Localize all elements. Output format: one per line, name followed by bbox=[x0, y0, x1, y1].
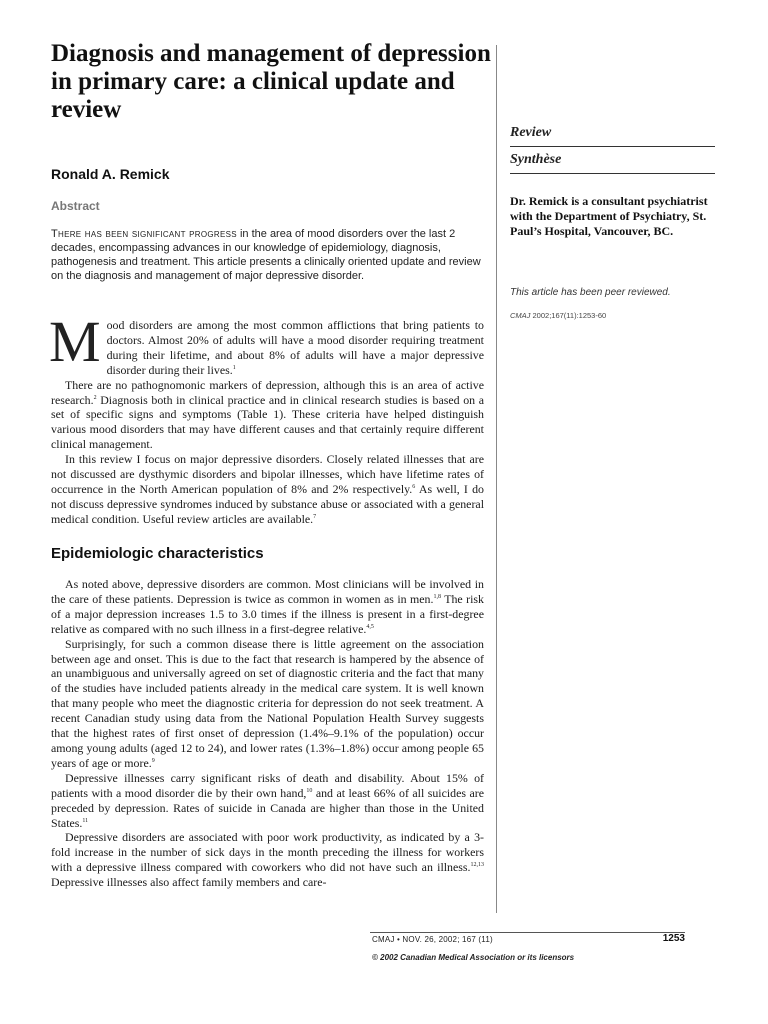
reference-marker: 7 bbox=[313, 513, 317, 520]
review-label: Review bbox=[510, 125, 552, 140]
reference-marker: 1 bbox=[232, 364, 236, 371]
copyright-notice: © 2002 Canadian Medical Association or its licensors bbox=[372, 953, 575, 962]
paragraph-3: In this review I focus on major depressive disorders. Closely related illnesses that are not discussed are dysthymic disorders and bipolar illnesses, which have lifetime rates of occurrence in the North American population of 8% and 2% respectively.$^6$ As well, I do not discuss depressive syndromes induced by substance abuse or associated with a general medical condition. Useful review articles are available.$^7$ bbox=[51, 452, 485, 526]
reference-marker: 10 bbox=[306, 787, 313, 794]
paragraph-5: Surprisingly, for such a common disease there is little agreement on the association between age and onset. This is due to the fact that research is hampered by the absence of an unambiguous and universally agreed on set of diagnostic criteria and the fact that many of the studies have included patients already in the medical care system. It is well known that many people who meet the diagnostic criteria for depression do not seek treatment. A recent Canadian study using data from the National Population Health Survey suggests that the highest rates of first onset of depression (1.4%–9.1% of the population) occur among young adults (aged 12 to 24), and lower rates (1.3%–1.8%) occur among people 65 years of age or more.$^9$ bbox=[51, 636, 484, 770]
footer-rule bbox=[370, 932, 685, 933]
reference-marker: 2 bbox=[93, 394, 97, 401]
abstract-rest: in the area of mood disorders over the last 2 decades, encompassing advances in our knowledge of epidemiology, diagnosis, pathogenesis and treatment. This article presents a clinically oriented update and review on the diagnosis and management of major depressive disorder. bbox=[51, 228, 481, 282]
column-divider bbox=[496, 45, 497, 913]
paragraph-4: As noted above, depressive disorders are common. Most clinicians will be involved in the care of these patients. Depression is twice as common in women as in men.$^{1,8}$ The risk of a major depression increases 1.5 to 3.0 times if the illness is present in a first-degree relative as compared with no such illness in a first-degree relative.$^{4,5}$ bbox=[51, 577, 484, 636]
sidebar-rule bbox=[510, 173, 715, 174]
sidebar-rule bbox=[510, 146, 715, 147]
paragraph-1: Mood disorders are among the most common afflictions that bring patients to doctors. Almost 20% of adults will have a mood disorder requiring treatment during their lifetime, and about 8% of adults will have a major depressive disorder during their lives.$^1$ bbox=[49, 309, 484, 377]
body-intro bbox=[49, 309, 485, 527]
abstract-text bbox=[51, 227, 491, 283]
abstract-heading: Abstract bbox=[51, 199, 100, 213]
citation bbox=[510, 311, 606, 320]
reference-marker: 6 bbox=[412, 484, 416, 490]
reference-marker: 4,5 bbox=[366, 623, 374, 630]
article-title: Diagnosis and management of depression in primary care: a clinical update and review bbox=[51, 40, 491, 123]
citation-details: 2002;167(11):1253-60 bbox=[530, 311, 607, 320]
reference-marker: 12,13 bbox=[470, 862, 484, 869]
body-epidemiology bbox=[51, 577, 484, 890]
synthese-label: Synthèse bbox=[510, 152, 562, 167]
paragraph-6: Depressive illnesses carry significant risks of death and disability. About 15% of patients with a mood disorder die by their own hand,$^{10}$ and at least 66% of all suicides are preceded by depression. Rates of suicide in Canada are higher than those in the United States.$^{11}$ bbox=[51, 770, 484, 830]
peer-review-note: This article has been peer reviewed. bbox=[510, 287, 671, 298]
citation-journal: CMAJ bbox=[510, 311, 531, 320]
footer-journal-line: CMAJ • NOV. 26, 2002; 167 (11) bbox=[372, 935, 493, 944]
author-name: Ronald A. Remick bbox=[51, 166, 170, 182]
section-heading: Epidemiologic characteristics bbox=[51, 545, 264, 562]
page-number: 1253 bbox=[662, 933, 685, 944]
drop-cap: M bbox=[49, 309, 101, 374]
abstract-lead: There has been significant progress bbox=[51, 228, 237, 240]
paragraph-7: Depressive disorders are associated with poor work productivity, as indicated by a 3-fold increase in the number of sick days in the month preceding the illness for workers with a depressive illness compared with coworkers who did not have such an illness.$^{12,13}$ Depressive illnesses also affect family members and care- bbox=[51, 830, 484, 890]
paragraph-2: There are no pathognomonic markers of depression, although this is an area of active research.$^2$ Diagnosis both in clinical practice and in clinical research studies is based on a set of specific signs and symptoms (Table 1). These criteria have helped distinguish various mood disorders that may have different causes and that certainly require different clinical management. bbox=[51, 377, 484, 452]
reference-marker: 9 bbox=[151, 757, 155, 764]
reference-marker: 11 bbox=[82, 817, 89, 824]
author-affiliation: Dr. Remick is a consultant psychiatrist with the Department of Psychiatry, St. Paul’s Hospital, Vancouver, BC. bbox=[510, 194, 708, 238]
reference-marker: 1,8 bbox=[433, 593, 441, 600]
